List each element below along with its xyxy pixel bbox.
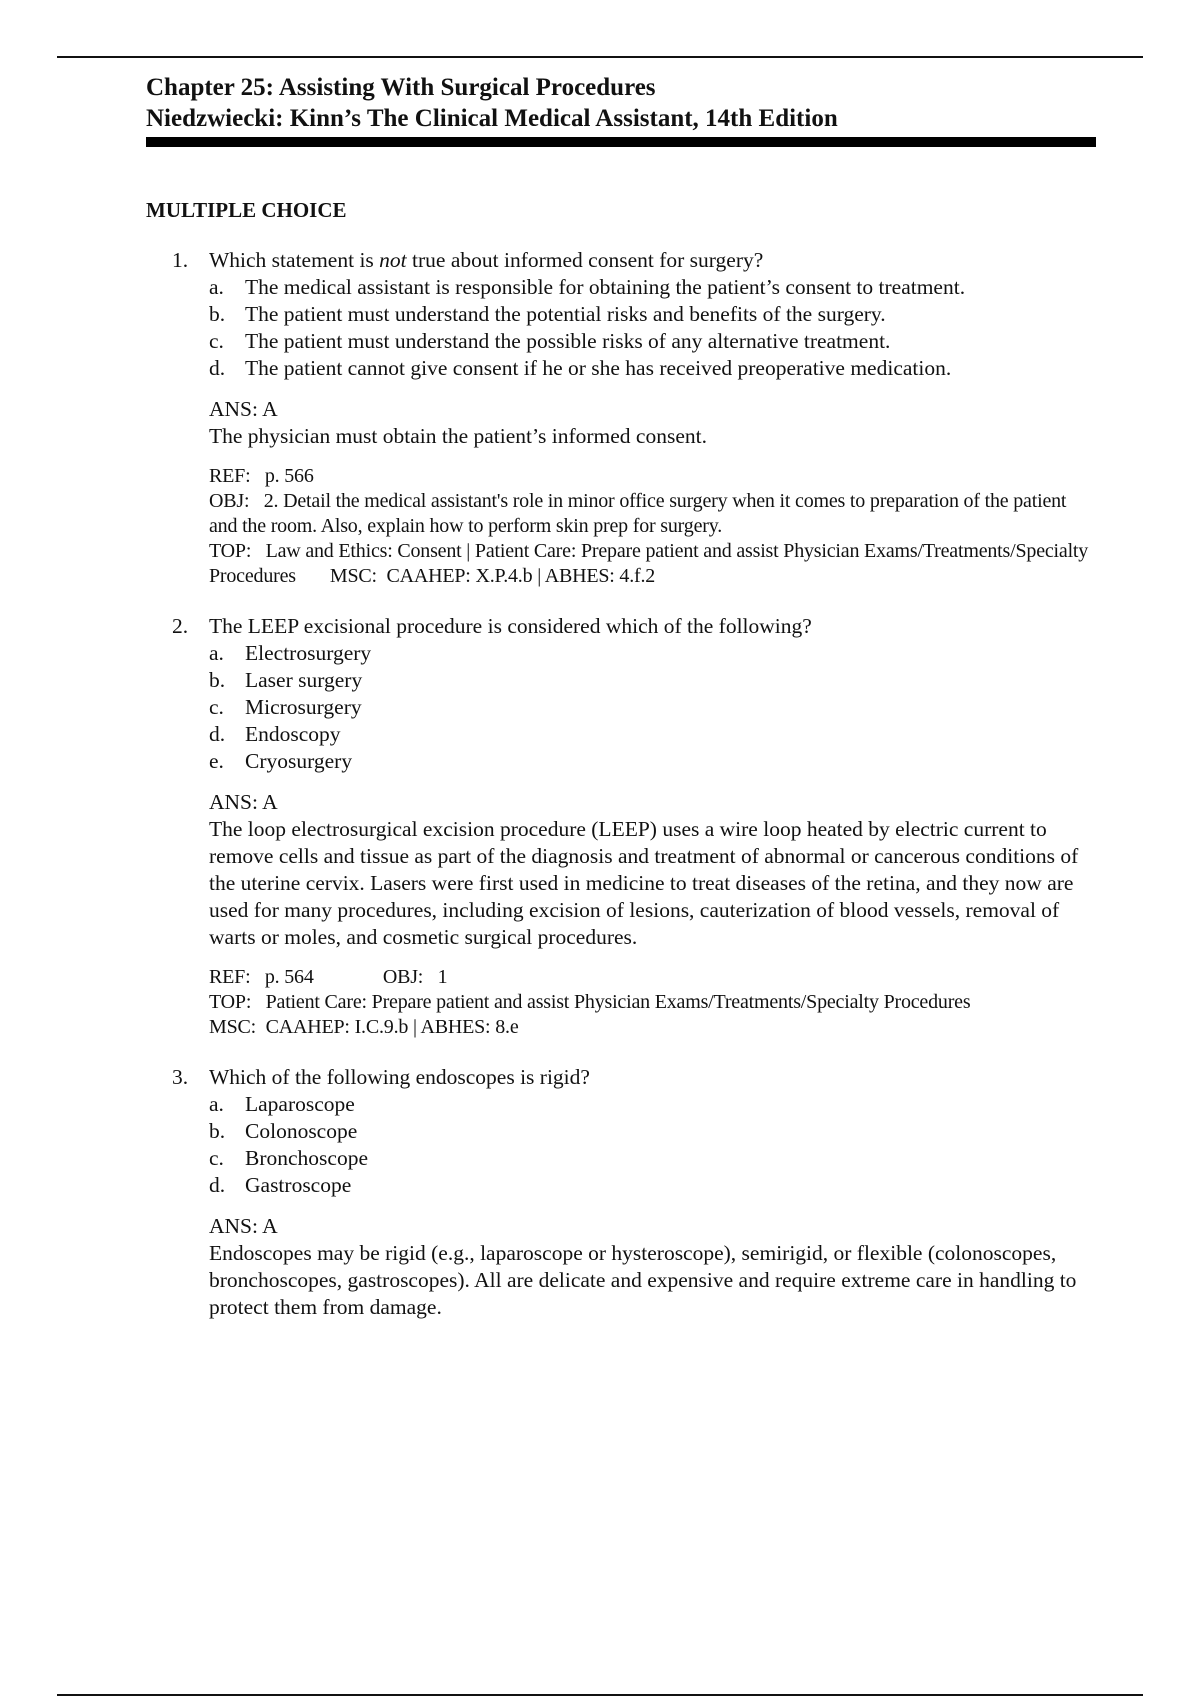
option-a: a. Electrosurgery xyxy=(209,641,372,665)
book-title: Niedzwiecki: Kinn’s The Clinical Medical Assistant, 14th Edition xyxy=(146,105,838,132)
answer-key: ANS: A xyxy=(209,790,278,814)
document-header xyxy=(146,72,1096,147)
answer-options xyxy=(209,274,1096,382)
question-number: 2. xyxy=(172,614,189,638)
option-a: a. Laparoscope xyxy=(209,1092,355,1116)
question-stem: Which of the following endoscopes is rigid? xyxy=(209,1065,590,1089)
rationale: The loop electrosurgical excision procedure (LEEP) uses a wire loop heated by electric current to remove cells and tissue as part of the diagnosis and treatment of abnormal or cancerous conditions of the uterine cervix. Lasers were first used in medicine to treat diseases of the retina, and they now are used for many procedures, including excision of lesions, cauterization of blood vessels, removal of warts or moles, and cosmetic surgical procedures. xyxy=(209,817,1079,949)
question-metadata xyxy=(209,965,1096,1040)
question-number: 3. xyxy=(172,1065,189,1089)
option-c: c. The patient must understand the possible risks of any alternative treatment. xyxy=(209,329,891,353)
option-b: b. Colonoscope xyxy=(209,1119,358,1143)
bottom-rule xyxy=(57,1694,1143,1696)
question-metadata xyxy=(209,464,1096,589)
option-d: d. Gastroscope xyxy=(209,1173,352,1197)
top-line: TOP: Patient Care: Prepare patient and assist Physician Exams/Treatments/Specialty Procedures xyxy=(209,991,971,1013)
rationale: Endoscopes may be rigid (e.g., laparoscope or hysteroscope), semirigid, or flexible (colonoscopes, bronchoscopes, gastroscopes). All are delicate and expensive and require extreme care in handling to protect them from damage. xyxy=(209,1241,1077,1319)
answer-key: ANS: A xyxy=(209,397,278,421)
option-b: b. The patient must understand the potential risks and benefits of the surgery. xyxy=(209,302,886,326)
answer-block xyxy=(209,1213,1096,1321)
answer-options xyxy=(209,1091,1096,1199)
document-body xyxy=(146,72,1096,1321)
question-1 xyxy=(146,247,1096,589)
option-c: c. Microsurgery xyxy=(209,695,362,719)
msc-line: MSC: CAAHEP: I.C.9.b | ABHES: 8.e xyxy=(209,1016,519,1038)
section-title: MULTIPLE CHOICE xyxy=(146,198,347,222)
question-stem: The LEEP excisional procedure is considered which of the following? xyxy=(209,614,812,638)
top-rule xyxy=(57,56,1143,58)
question-2 xyxy=(146,613,1096,1040)
stem-emphasis: not xyxy=(379,248,407,272)
ref-obj-line: REF: p. 564 OBJ: 1 xyxy=(209,966,448,988)
chapter-title: Chapter 25: Assisting With Surgical Procedures xyxy=(146,74,656,101)
rationale: The physician must obtain the patient’s informed consent. xyxy=(209,424,707,448)
answer-options xyxy=(209,640,1096,775)
question-number: 1. xyxy=(172,248,189,272)
question-stem: Which statement is not true about informed consent for surgery? xyxy=(209,248,764,272)
header-divider xyxy=(146,137,1096,147)
answer-block xyxy=(209,789,1096,951)
question-3 xyxy=(146,1064,1096,1321)
answer-block xyxy=(209,396,1096,450)
option-d: d. The patient cannot give consent if he or she has received preoperative medication. xyxy=(209,356,952,380)
option-d: d. Endoscopy xyxy=(209,722,341,746)
answer-key: ANS: A xyxy=(209,1214,278,1238)
top-msc-line: TOP: Law and Ethics: Consent | Patient Care: Prepare patient and assist Physician Exams/Treatments/Specialty Procedures MSC: CAAHEP: X.P.4.b | ABHES: 4.f.2 xyxy=(209,540,1089,587)
option-e: e. Cryosurgery xyxy=(209,749,353,773)
option-b: b. Laser surgery xyxy=(209,668,363,692)
ref-line: REF: p. 566 xyxy=(209,465,314,487)
obj-line: OBJ: 2. Detail the medical assistant's role in minor office surgery when it comes to preparation of the patient and the room. Also, explain how to perform skin prep for surgery. xyxy=(209,490,1067,537)
option-a: a. The medical assistant is responsible for obtaining the patient’s consent to treatment. xyxy=(209,275,966,299)
option-c: c. Bronchoscope xyxy=(209,1146,368,1170)
